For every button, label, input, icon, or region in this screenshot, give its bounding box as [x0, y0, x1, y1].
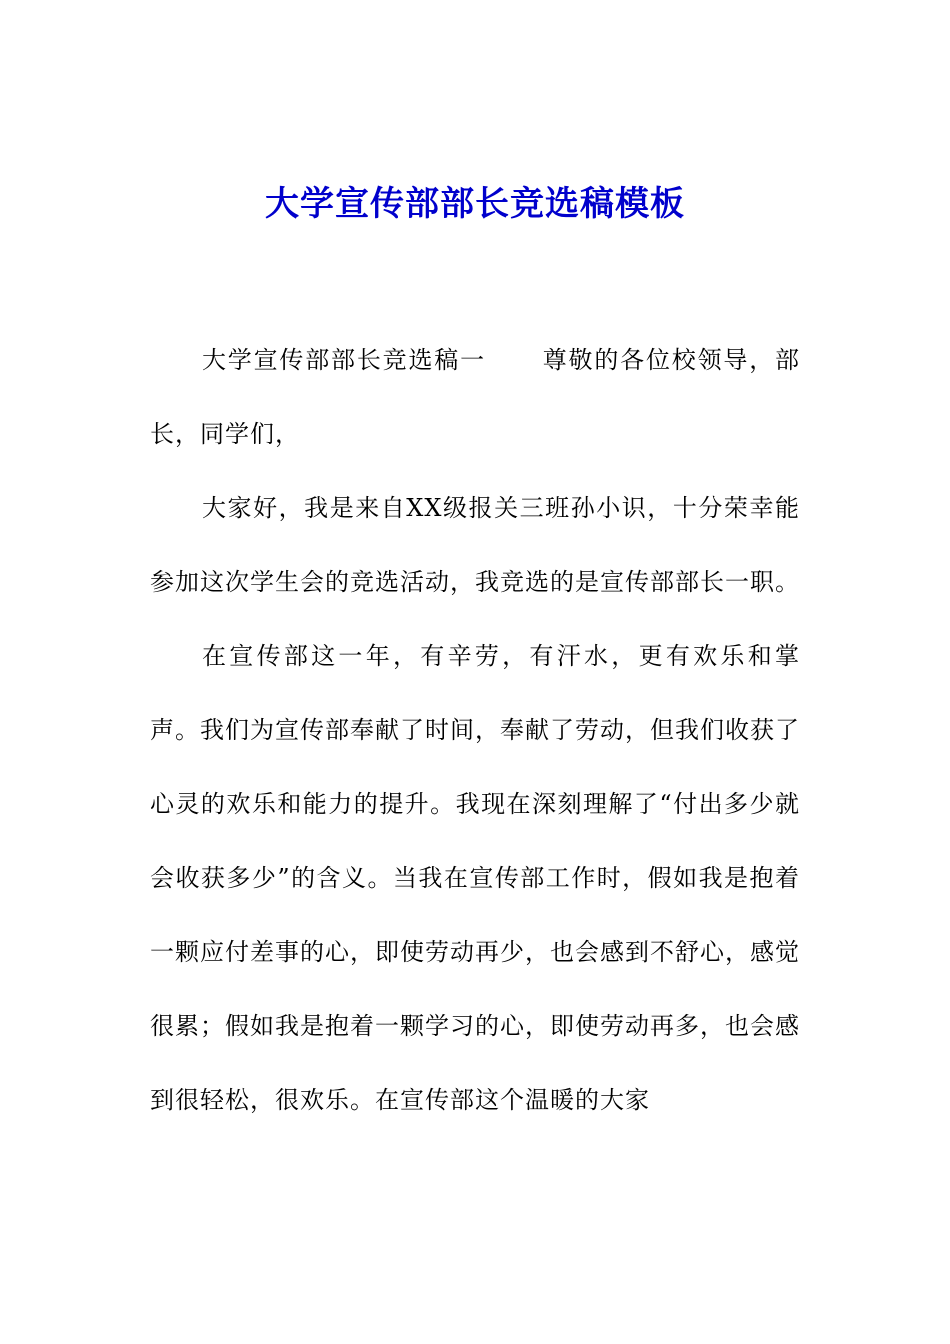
paragraph-1-text: 尊敬的各位校领导，部长，同学们， [150, 346, 801, 448]
document-body [150, 323, 800, 1137]
paragraph-1 [150, 323, 800, 471]
paragraph-3: 在宣传部这一年，有辛劳，有汗水，更有欢乐和掌声。我们为宣传部奉献了时间，奉献了劳动，但我们收获了心灵的欢乐和能力的提升。我现在深刻理解了“付出多少就会收获多少”的含义。当我在宣传部工作时，假如我是抱着一颗应付差事的心，即使劳动再少，也会感到不舒心，感觉很累；假如我是抱着一颗学习的心，即使劳动再多，也会感到很轻松，很欢乐。在宣传部这个温暖的大家 [150, 642, 800, 1114]
paragraph-1-heading: 大学宣传部部长竞选稿一 [202, 346, 486, 374]
paragraph-2: 大家好，我是来自XX级报关三班孙小识，十分荣幸能参加这次学生会的竞选活动，我竞选的是宣传部部长一职。 [150, 494, 800, 596]
document-title: 大学宣传部部长竞选稿模板 [265, 184, 685, 224]
